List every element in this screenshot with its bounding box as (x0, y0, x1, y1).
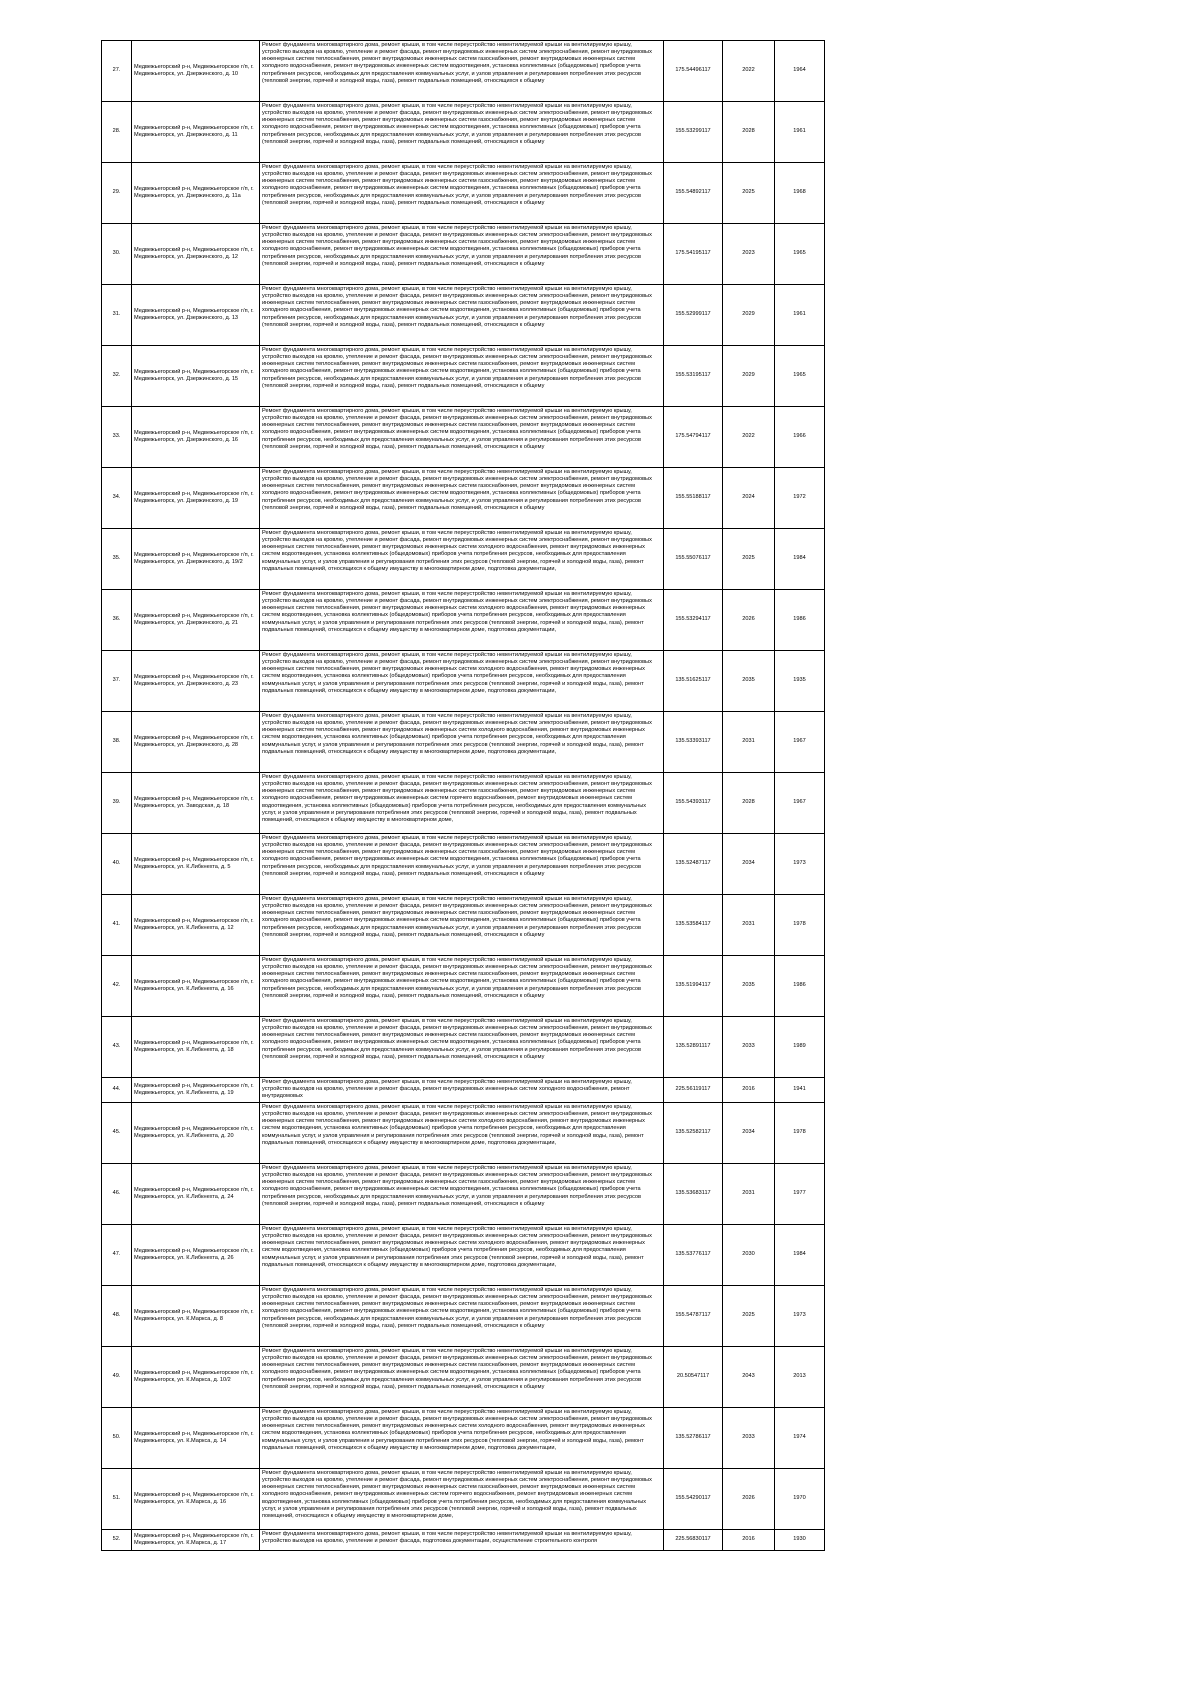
commissioning-year-cell: 1984 (775, 1225, 825, 1286)
table-row (102, 956, 825, 1017)
table-row (102, 1017, 825, 1078)
works-list-cell (260, 468, 664, 529)
repair-cost-cell: 135.51994117 (664, 956, 723, 1017)
repair-cost-cell: 155.54787117 (664, 1286, 723, 1347)
table-body (102, 41, 825, 1551)
table-row (102, 834, 825, 895)
works-list-cell (260, 1078, 664, 1103)
works-list-cell (260, 407, 664, 468)
table-row (102, 224, 825, 285)
table-row (102, 1103, 825, 1164)
works-text: Ремонт фундамента многоквартирного дома, ремонт крыши, в том числе переустройство невентилируемой крыши на вентилируемую крышу, устройство выходов на кровлю, утепление и ремонт фасада, ремонт внутридомовых инженерных систем электроснабжения, ремонт внутридомовых инженерных систем теплоснабжения, ремонт внутридомовых инженерных систем газоснабжения, ремонт внутридомовых инженерных систем холодного водоснабжения, ремонт внутридомовых инженерных систем водоотведения, установка коллективных (общедомовых) приборов учета потребления ресурсов, необходимых для предоставления коммунальных услуг, и узлов управления и регулирования потребления этих ресурсов (тепловой энергии, горячей и холодной воды, газа), ремонт подвальных помещений, относящихся к общему (262, 408, 652, 450)
address-cell: Медвежьегорский р-н, Медвежьегорское г/п, г. Медвежьегорск, ул. К.Либкнехта, д. 12 (132, 895, 260, 956)
commissioning-year-cell: 1965 (775, 346, 825, 407)
commissioning-year-cell: 1961 (775, 102, 825, 163)
address-cell: Медвежьегорский р-н, Медвежьегорское г/п, г. Медвежьегорск, ул. К.Маркса, д. 14 (132, 1408, 260, 1469)
commissioning-year-cell: 1978 (775, 1103, 825, 1164)
address-cell: Медвежьегорский р-н, Медвежьегорское г/п, г. Медвежьегорск, ул. Дзержинского, д. 23 (132, 651, 260, 712)
planned-year-cell: 2025 (723, 1286, 775, 1347)
works-text: Ремонт фундамента многоквартирного дома, ремонт крыши, в том числе переустройство невентилируемой крыши на вентилируемую крышу, устройство выходов на кровлю, утепление и ремонт фасада, ремонт внутридомовых инженерных систем электроснабжения, ремонт внутридомовых инженерных систем теплоснабжения, ремонт внутридомовых инженерных систем газоснабжения, ремонт внутридомовых инженерных систем холодного водоснабжения, ремонт внутридомовых инженерных систем водоотведения, установка коллективных (общедомовых) приборов учета потребления ресурсов, необходимых для предоставления коммунальных услуг, и узлов управления и регулирования потребления этих ресурсов (тепловой энергии, горячей и холодной воды, газа), ремонт подвальных помещений, относящихся к общему (262, 957, 652, 999)
works-list-cell (260, 102, 664, 163)
works-text: Ремонт фундамента многоквартирного дома, ремонт крыши, в том числе переустройство невентилируемой крыши на вентилируемую крышу, устройство выходов на кровлю, утепление и ремонт фасада, ремонт внутридомовых инженерных систем электроснабжения, ремонт внутридомовых инженерных систем теплоснабжения, ремонт внутридомовых инженерных систем газоснабжения, ремонт внутридомовых инженерных систем холодного водоснабжения, ремонт внутридомовых инженерных систем водоотведения, установка коллективных (общедомовых) приборов учета потребления ресурсов, необходимых для предоставления коммунальных услуг, и узлов управления и регулирования потребления этих ресурсов (тепловой энергии, горячей и холодной воды, газа), ремонт подвальных помещений, относящихся к общему (262, 1348, 652, 1390)
repair-cost-cell: 155.53294117 (664, 590, 723, 651)
table-row (102, 285, 825, 346)
row-number: 41. (102, 895, 132, 956)
repair-cost-cell: 155.54393117 (664, 773, 723, 834)
works-text: Ремонт фундамента многоквартирного дома, ремонт крыши, в том числе переустройство невентилируемой крыши на вентилируемую крышу, устройство выходов на кровлю, утепление и ремонт фасада, ремонт внутридомовых инженерных систем электроснабжения, ремонт внутридомовых инженерных систем теплоснабжения, ремонт внутридомовых инженерных систем газоснабжения, ремонт внутридомовых инженерных систем холодного водоснабжения, ремонт внутридомовых инженерных систем водоотведения, установка коллективных (общедомовых) приборов учета потребления ресурсов, необходимых для предоставления коммунальных услуг, и узлов управления и регулирования потребления этих ресурсов (тепловой энергии, горячей и холодной воды, газа), ремонт подвальных помещений, относящихся к общему (262, 835, 652, 877)
works-list-cell (260, 1530, 664, 1551)
address-cell: Медвежьегорский р-н, Медвежьегорское г/п, г. Медвежьегорск, ул. Дзержинского, д. 15 (132, 346, 260, 407)
repair-cost-cell: 135.52891117 (664, 1017, 723, 1078)
table-row (102, 1078, 825, 1103)
commissioning-year-cell: 2013 (775, 1347, 825, 1408)
address-cell: Медвежьегорский р-н, Медвежьегорское г/п, г. Медвежьегорск, ул. Дзержинского, д. 13 (132, 285, 260, 346)
commissioning-year-cell: 1967 (775, 712, 825, 773)
table-row (102, 1469, 825, 1530)
row-number: 36. (102, 590, 132, 651)
row-number: 28. (102, 102, 132, 163)
planned-year-cell: 2035 (723, 651, 775, 712)
row-number: 30. (102, 224, 132, 285)
commissioning-year-cell: 1986 (775, 590, 825, 651)
works-list-cell (260, 895, 664, 956)
planned-year-cell: 2034 (723, 834, 775, 895)
planned-year-cell: 2016 (723, 1078, 775, 1103)
address-cell: Медвежьегорский р-н, Медвежьегорское г/п, г. Медвежьегорск, ул. К.Либкнехта, д. 24 (132, 1164, 260, 1225)
repair-cost-cell: 135.53776117 (664, 1225, 723, 1286)
repair-cost-cell: 135.53584117 (664, 895, 723, 956)
works-text: Ремонт фундамента многоквартирного дома, ремонт крыши, в том числе переустройство невентилируемой крыши на вентилируемую крышу, устройство выходов на кровлю, утепление и ремонт фасада, ремонт внутридомовых инженерных систем электроснабжения, ремонт внутридомовых инженерных систем теплоснабжения, ремонт внутридомовых инженерных систем газоснабжения, ремонт внутридомовых инженерных систем холодного водоснабжения, ремонт внутридомовых инженерных систем водоотведения, установка коллективных (общедомовых) приборов учета потребления ресурсов, необходимых для предоставления коммунальных услуг, и узлов управления и регулирования потребления этих ресурсов (тепловой энергии, горячей и холодной воды, газа), ремонт подвальных помещений, относящихся к общему (262, 42, 652, 84)
address-cell: Медвежьегорский р-н, Медвежьегорское г/п, г. Медвежьегорск, ул. К.Либкнехта, д. 18 (132, 1017, 260, 1078)
table-row (102, 407, 825, 468)
works-list-cell (260, 1286, 664, 1347)
address-cell: Медвежьегорский р-н, Медвежьегорское г/п, г. Медвежьегорск, ул. К.Маркса, д. 16 (132, 1469, 260, 1530)
commissioning-year-cell: 1973 (775, 834, 825, 895)
planned-year-cell: 2026 (723, 1469, 775, 1530)
planned-year-cell: 2033 (723, 1017, 775, 1078)
planned-year-cell: 2024 (723, 468, 775, 529)
repair-cost-cell: 135.53683117 (664, 1164, 723, 1225)
works-text: Ремонт фундамента многоквартирного дома, ремонт крыши, в том числе переустройство невентилируемой крыши на вентилируемую крышу, устройство выходов на кровлю, утепление и ремонт фасада, ремонт внутридомовых инженерных систем электроснабжения, ремонт внутридомовых инженерных систем теплоснабжения, ремонт внутридомовых инженерных систем газоснабжения, ремонт внутридомовых инженерных систем холодного водоснабжения, ремонт внутридомовых инженерных систем горячего водоснабжения, ремонт внутридомовых инженерных систем водоотведения, установка коллективных (общедомовых) приборов учета потребления ресурсов, необходимых для предоставления коммунальных услуг, и узлов управления и регулирования потребления этих ресурсов (тепловой энергии, горячей и холодной воды, газа), ремонт подвальных помещений, относящихся к общему имуществу в многоквартирном доме, (262, 1470, 652, 1519)
repair-cost-cell: 135.51625117 (664, 651, 723, 712)
row-number: 29. (102, 163, 132, 224)
table-row (102, 1530, 825, 1551)
commissioning-year-cell: 1935 (775, 651, 825, 712)
repair-cost-cell: 20.50547117 (664, 1347, 723, 1408)
planned-year-cell: 2030 (723, 1225, 775, 1286)
repair-cost-cell: 155.53299117 (664, 102, 723, 163)
commissioning-year-cell: 1965 (775, 224, 825, 285)
commissioning-year-cell: 1964 (775, 41, 825, 102)
commissioning-year-cell: 1977 (775, 1164, 825, 1225)
works-text: Ремонт фундамента многоквартирного дома, ремонт крыши, в том числе переустройство невентилируемой крыши на вентилируемую крышу, устройство выходов на кровлю, утепление и ремонт фасада, ремонт внутридомовых инженерных систем электроснабжения, ремонт внутридомовых инженерных систем теплоснабжения, ремонт внутридомовых инженерных систем холодного водоснабжения, ремонт внутридомовых инженерных систем водоотведения, установка коллективных (общедомовых) приборов учета потребления ресурсов, необходимых для предоставления коммунальных услуг, и узлов управления и регулирования потребления этих ресурсов (тепловой энергии, горячей и холодной воды, газа), ремонт подвальных помещений, относящихся к общему имуществу в многоквартирном доме, подготовка документации, (262, 591, 652, 633)
planned-year-cell: 2043 (723, 1347, 775, 1408)
works-list-cell (260, 1225, 664, 1286)
works-list-cell (260, 712, 664, 773)
repair-cost-cell: 135.52487117 (664, 834, 723, 895)
commissioning-year-cell: 1961 (775, 285, 825, 346)
commissioning-year-cell: 1972 (775, 468, 825, 529)
address-cell: Медвежьегорский р-н, Медвежьегорское г/п, г. Медвежьегорск, ул. К.Либкнехта, д. 20 (132, 1103, 260, 1164)
repair-cost-cell: 175.54195117 (664, 224, 723, 285)
works-text: Ремонт фундамента многоквартирного дома, ремонт крыши, в том числе переустройство невентилируемой крыши на вентилируемую крышу, устройство выходов на кровлю, утепление и ремонт фасада, ремонт внутридомовых инженерных систем электроснабжения, ремонт внутридомовых инженерных систем теплоснабжения, ремонт внутридомовых инженерных систем газоснабжения, ремонт внутридомовых инженерных систем холодного водоснабжения, ремонт внутридомовых инженерных систем водоотведения, установка коллективных (общедомовых) приборов учета потребления ресурсов, необходимых для предоставления коммунальных услуг, и узлов управления и регулирования потребления этих ресурсов (тепловой энергии, горячей и холодной воды, газа), ремонт подвальных помещений, относящихся к общему (262, 347, 652, 389)
address-cell: Медвежьегорский р-н, Медвежьегорское г/п, г. Медвежьегорск, ул. К.Либкнехта, д. 5 (132, 834, 260, 895)
planned-year-cell: 2034 (723, 1103, 775, 1164)
address-cell: Медвежьегорский р-н, Медвежьегорское г/п, г. Медвежьегорск, ул. Дзержинского, д. 19/2 (132, 529, 260, 590)
address-cell: Медвежьегорский р-н, Медвежьегорское г/п, г. Медвежьегорск, ул. Дзержинского, д. 21 (132, 590, 260, 651)
table-row (102, 102, 825, 163)
works-text: Ремонт фундамента многоквартирного дома, ремонт крыши, в том числе переустройство невентилируемой крыши на вентилируемую крышу, устройство выходов на кровлю, утепление и ремонт фасада, ремонт внутридомовых инженерных систем электроснабжения, ремонт внутридомовых инженерных систем теплоснабжения, ремонт внутридомовых инженерных систем газоснабжения, ремонт внутридомовых инженерных систем холодного водоснабжения, ремонт внутридомовых инженерных систем водоотведения, установка коллективных (общедомовых) приборов учета потребления ресурсов, необходимых для предоставления коммунальных услуг, и узлов управления и регулирования потребления этих ресурсов (тепловой энергии, горячей и холодной воды, газа), ремонт подвальных помещений, относящихся к общему (262, 896, 652, 938)
repair-cost-cell: 155.53195117 (664, 346, 723, 407)
planned-year-cell: 2028 (723, 102, 775, 163)
commissioning-year-cell: 1989 (775, 1017, 825, 1078)
row-number: 38. (102, 712, 132, 773)
row-number: 49. (102, 1347, 132, 1408)
address-cell: Медвежьегорский р-н, Медвежьегорское г/п, г. Медвежьегорск, ул. Дзержинского, д. 28 (132, 712, 260, 773)
table-row (102, 346, 825, 407)
row-number: 39. (102, 773, 132, 834)
repair-cost-cell: 225.56119117 (664, 1078, 723, 1103)
works-text: Ремонт фундамента многоквартирного дома, ремонт крыши, в том числе переустройство невентилируемой крыши на вентилируемую крышу, устройство выходов на кровлю, утепление и ремонт фасада, ремонт внутридомовых инженерных систем электроснабжения, ремонт внутридомовых инженерных систем теплоснабжения, ремонт внутридомовых инженерных систем газоснабжения, ремонт внутридомовых инженерных систем холодного водоснабжения, ремонт внутридомовых инженерных систем водоотведения, установка коллективных (общедомовых) приборов учета потребления ресурсов, необходимых для предоставления коммунальных услуг, и узлов управления и регулирования потребления этих ресурсов (тепловой энергии, горячей и холодной воды, газа), ремонт подвальных помещений, относящихся к общему (262, 103, 652, 145)
row-number: 34. (102, 468, 132, 529)
planned-year-cell: 2029 (723, 285, 775, 346)
table-row (102, 651, 825, 712)
works-list-cell (260, 1017, 664, 1078)
works-text: Ремонт фундамента многоквартирного дома, ремонт крыши, в том числе переустройство невентилируемой крыши на вентилируемую крышу, устройство выходов на кровлю, утепление и ремонт фасада, ремонт внутридомовых инженерных систем электроснабжения, ремонт внутридомовых инженерных систем теплоснабжения, ремонт внутридомовых инженерных систем газоснабжения, ремонт внутридомовых инженерных систем холодного водоснабжения, ремонт внутридомовых инженерных систем водоотведения, установка коллективных (общедомовых) приборов учета потребления ресурсов, необходимых для предоставления коммунальных услуг, и узлов управления и регулирования потребления этих ресурсов (тепловой энергии, горячей и холодной воды, газа), ремонт подвальных помещений, относящихся к общему (262, 225, 652, 267)
commissioning-year-cell: 1966 (775, 407, 825, 468)
repair-cost-cell: 135.52786117 (664, 1408, 723, 1469)
works-list-cell (260, 773, 664, 834)
repair-cost-cell: 135.52582117 (664, 1103, 723, 1164)
planned-year-cell: 2031 (723, 895, 775, 956)
address-cell: Медвежьегорский р-н, Медвежьегорское г/п, г. Медвежьегорск, ул. К.Либкнехта, д. 19 (132, 1078, 260, 1103)
works-list-cell (260, 224, 664, 285)
row-number: 43. (102, 1017, 132, 1078)
row-number: 35. (102, 529, 132, 590)
row-number: 37. (102, 651, 132, 712)
planned-year-cell: 2025 (723, 529, 775, 590)
commissioning-year-cell: 1930 (775, 1530, 825, 1551)
works-text: Ремонт фундамента многоквартирного дома, ремонт крыши, в том числе переустройство невентилируемой крыши на вентилируемую крышу, устройство выходов на кровлю, утепление и ремонт фасада, ремонт внутридомовых инженерных систем электроснабжения, ремонт внутридомовых инженерных систем теплоснабжения, ремонт внутридомовых инженерных систем газоснабжения, ремонт внутридомовых инженерных систем холодного водоснабжения, ремонт внутридомовых инженерных систем водоотведения, установка коллективных (общедомовых) приборов учета потребления ресурсов, необходимых для предоставления коммунальных услуг, и узлов управления и регулирования потребления этих ресурсов (тепловой энергии, горячей и холодной воды, газа), ремонт подвальных помещений, относящихся к общему (262, 1287, 652, 1329)
planned-year-cell: 2035 (723, 956, 775, 1017)
commissioning-year-cell: 1984 (775, 529, 825, 590)
address-cell: Медвежьегорский р-н, Медвежьегорское г/п, г. Медвежьегорск, ул. К.Маркса, д. 17 (132, 1530, 260, 1551)
row-number: 27. (102, 41, 132, 102)
works-text: Ремонт фундамента многоквартирного дома, ремонт крыши, в том числе переустройство невентилируемой крыши на вентилируемую крышу, устройство выходов на кровлю, утепление и ремонт фасада, ремонт внутридомовых инженерных систем электроснабжения, ремонт внутридомовых инженерных систем теплоснабжения, ремонт внутридомовых инженерных систем холодного водоснабжения, ремонт внутридомовых инженерных систем водоотведения, установка коллективных (общедомовых) приборов учета потребления ресурсов, необходимых для предоставления коммунальных услуг, и узлов управления и регулирования потребления этих ресурсов (тепловой энергии, горячей и холодной воды, газа), ремонт подвальных помещений, относящихся к общему имуществу в многоквартирном доме, подготовка документации, (262, 1226, 652, 1268)
planned-year-cell: 2016 (723, 1530, 775, 1551)
repair-cost-cell: 135.53393117 (664, 712, 723, 773)
row-number: 51. (102, 1469, 132, 1530)
works-list-cell (260, 346, 664, 407)
row-number: 32. (102, 346, 132, 407)
planned-year-cell: 2026 (723, 590, 775, 651)
row-number: 45. (102, 1103, 132, 1164)
address-cell: Медвежьегорский р-н, Медвежьегорское г/п, г. Медвежьегорск, ул. Дзержинского, д. 16 (132, 407, 260, 468)
table-row (102, 773, 825, 834)
table-row (102, 1225, 825, 1286)
planned-year-cell: 2023 (723, 224, 775, 285)
works-text: Ремонт фундамента многоквартирного дома, ремонт крыши, в том числе переустройство невентилируемой крыши на вентилируемую крышу, устройство выходов на кровлю, утепление и ремонт фасада, ремонт внутридомовых инженерных систем электроснабжения, ремонт внутридомовых инженерных систем теплоснабжения, ремонт внутридомовых инженерных систем газоснабжения, ремонт внутридомовых инженерных систем холодного водоснабжения, ремонт внутридомовых инженерных систем горячего водоснабжения, ремонт внутридомовых инженерных систем водоотведения, установка коллективных (общедомовых) приборов учета потребления ресурсов, необходимых для предоставления коммунальных услуг, и узлов управления и регулирования потребления этих ресурсов (тепловой энергии, горячей и холодной воды, газа), ремонт подвальных помещений, относящихся к общему имуществу в многоквартирном доме, (262, 774, 652, 823)
address-cell: Медвежьегорский р-н, Медвежьегорское г/п, г. Медвежьегорск, ул. К.Маркса, д. 10/2 (132, 1347, 260, 1408)
address-cell: Медвежьегорский р-н, Медвежьегорское г/п, г. Медвежьегорск, ул. К.Либкнехта, д. 16 (132, 956, 260, 1017)
address-cell: Медвежьегорский р-н, Медвежьегорское г/п, г. Медвежьегорск, ул. Дзержинского, д. 11 (132, 102, 260, 163)
works-text: Ремонт фундамента многоквартирного дома, ремонт крыши, в том числе переустройство невентилируемой крыши на вентилируемую крышу, устройство выходов на кровлю, утепление и ремонт фасада, ремонт внутридомовых инженерных систем электроснабжения, ремонт внутридомовых инженерных систем теплоснабжения, ремонт внутридомовых инженерных систем холодного водоснабжения, ремонт внутридомовых инженерных систем водоотведения, установка коллективных (общедомовых) приборов учета потребления ресурсов, необходимых для предоставления коммунальных услуг, и узлов управления и регулирования потребления этих ресурсов (тепловой энергии, горячей и холодной воды, газа), ремонт подвальных помещений, относящихся к общему имуществу в многоквартирном доме, подготовка документации, (262, 1104, 652, 1146)
planned-year-cell: 2025 (723, 163, 775, 224)
commissioning-year-cell: 1970 (775, 1469, 825, 1530)
table-row (102, 1347, 825, 1408)
table-row (102, 712, 825, 773)
table-row (102, 590, 825, 651)
row-number: 47. (102, 1225, 132, 1286)
works-list-cell (260, 651, 664, 712)
address-cell: Медвежьегорский р-н, Медвежьегорское г/п, г. Медвежьегорск, ул. К.Либкнехта, д. 26 (132, 1225, 260, 1286)
planned-year-cell: 2031 (723, 712, 775, 773)
table-row (102, 468, 825, 529)
works-text: Ремонт фундамента многоквартирного дома, ремонт крыши, в том числе переустройство невентилируемой крыши на вентилируемую крышу, устройство выходов на кровлю, утепление и ремонт фасада, ремонт внутридомовых инженерных систем холодного водоснабжения, ремонт внутридомовых (262, 1079, 632, 1100)
repair-cost-cell: 155.55188117 (664, 468, 723, 529)
planned-year-cell: 2022 (723, 407, 775, 468)
table-row (102, 1286, 825, 1347)
works-text: Ремонт фундамента многоквартирного дома, ремонт крыши, в том числе переустройство невентилируемой крыши на вентилируемую крышу, устройство выходов на кровлю, утепление и ремонт фасада, ремонт внутридомовых инженерных систем электроснабжения, ремонт внутридомовых инженерных систем теплоснабжения, ремонт внутридомовых инженерных систем холодного водоснабжения, ремонт внутридомовых инженерных систем водоотведения, установка коллективных (общедомовых) приборов учета потребления ресурсов, необходимых для предоставления коммунальных услуг, и узлов управления и регулирования потребления этих ресурсов (тепловой энергии, горячей и холодной воды, газа), ремонт подвальных помещений, относящихся к общему имуществу в многоквартирном доме, подготовка документации, (262, 713, 652, 755)
address-cell: Медвежьегорский р-н, Медвежьегорское г/п, г. Медвежьегорск, ул. Дзержинского, д. 11а (132, 163, 260, 224)
works-text: Ремонт фундамента многоквартирного дома, ремонт крыши, в том числе переустройство невентилируемой крыши на вентилируемую крышу, устройство выходов на кровлю, утепление и ремонт фасада, ремонт внутридомовых инженерных систем электроснабжения, ремонт внутридомовых инженерных систем теплоснабжения, ремонт внутридомовых инженерных систем газоснабжения, ремонт внутридомовых инженерных систем холодного водоснабжения, ремонт внутридомовых инженерных систем водоотведения, установка коллективных (общедомовых) приборов учета потребления ресурсов, необходимых для предоставления коммунальных услуг, и узлов управления и регулирования потребления этих ресурсов (тепловой энергии, горячей и холодной воды, газа), ремонт подвальных помещений, относящихся к общему (262, 286, 652, 328)
row-number: 48. (102, 1286, 132, 1347)
works-text: Ремонт фундамента многоквартирного дома, ремонт крыши, в том числе переустройство невентилируемой крыши на вентилируемую крышу, устройство выходов на кровлю, утепление и ремонт фасада, подготовка документации, осуществление строительного контроля (262, 1531, 632, 1545)
works-list-cell (260, 1469, 664, 1530)
repair-cost-cell: 155.55076117 (664, 529, 723, 590)
address-cell: Медвежьегорский р-н, Медвежьегорское г/п, г. Медвежьегорск, ул. Дзержинского, д. 12 (132, 224, 260, 285)
works-list-cell (260, 590, 664, 651)
works-list-cell (260, 1103, 664, 1164)
commissioning-year-cell: 1973 (775, 1286, 825, 1347)
address-cell: Медвежьегорский р-н, Медвежьегорское г/п, г. Медвежьегорск, ул. К.Маркса, д. 8 (132, 1286, 260, 1347)
address-cell: Медвежьегорский р-н, Медвежьегорское г/п, г. Медвежьегорск, ул. Дзержинского, д. 19 (132, 468, 260, 529)
planned-year-cell: 2033 (723, 1408, 775, 1469)
planned-year-cell: 2022 (723, 41, 775, 102)
commissioning-year-cell: 1974 (775, 1408, 825, 1469)
works-text: Ремонт фундамента многоквартирного дома, ремонт крыши, в том числе переустройство невентилируемой крыши на вентилируемую крышу, устройство выходов на кровлю, утепление и ремонт фасада, ремонт внутридомовых инженерных систем электроснабжения, ремонт внутридомовых инженерных систем теплоснабжения, ремонт внутридомовых инженерных систем холодного водоснабжения, ремонт внутридомовых инженерных систем водоотведения, установка коллективных (общедомовых) приборов учета потребления ресурсов, необходимых для предоставления коммунальных услуг, и узлов управления и регулирования потребления этих ресурсов (тепловой энергии, горячей и холодной воды, газа), ремонт подвальных помещений, относящихся к общему имуществу в многоквартирном доме, подготовка документации, (262, 1409, 652, 1451)
works-text: Ремонт фундамента многоквартирного дома, ремонт крыши, в том числе переустройство невентилируемой крыши на вентилируемую крышу, устройство выходов на кровлю, утепление и ремонт фасада, ремонт внутридомовых инженерных систем электроснабжения, ремонт внутридомовых инженерных систем теплоснабжения, ремонт внутридомовых инженерных систем газоснабжения, ремонт внутридомовых инженерных систем холодного водоснабжения, ремонт внутридомовых инженерных систем водоотведения, установка коллективных (общедомовых) приборов учета потребления ресурсов, необходимых для предоставления коммунальных услуг, и узлов управления и регулирования потребления этих ресурсов (тепловой энергии, горячей и холодной воды, газа), ремонт подвальных помещений, относящихся к общему (262, 1018, 652, 1060)
address-cell: Медвежьегорский р-н, Медвежьегорское г/п, г. Медвежьегорск, ул. Дзержинского, д. 10 (132, 41, 260, 102)
capital-repair-table (101, 40, 825, 1551)
planned-year-cell: 2029 (723, 346, 775, 407)
commissioning-year-cell: 1967 (775, 773, 825, 834)
row-number: 42. (102, 956, 132, 1017)
row-number: 50. (102, 1408, 132, 1469)
row-number: 40. (102, 834, 132, 895)
works-list-cell (260, 1408, 664, 1469)
table-row (102, 895, 825, 956)
row-number: 44. (102, 1078, 132, 1103)
table-row (102, 1164, 825, 1225)
row-number: 52. (102, 1530, 132, 1551)
works-list-cell (260, 834, 664, 895)
table-row (102, 1408, 825, 1469)
repair-cost-cell: 155.52999117 (664, 285, 723, 346)
works-list-cell (260, 956, 664, 1017)
row-number: 46. (102, 1164, 132, 1225)
repair-cost-cell: 155.54290117 (664, 1469, 723, 1530)
works-list-cell (260, 1164, 664, 1225)
commissioning-year-cell: 1986 (775, 956, 825, 1017)
repair-cost-cell: 175.54496117 (664, 41, 723, 102)
commissioning-year-cell: 1978 (775, 895, 825, 956)
repair-cost-cell: 225.56830117 (664, 1530, 723, 1551)
works-list-cell (260, 529, 664, 590)
works-list-cell (260, 1347, 664, 1408)
works-text: Ремонт фундамента многоквартирного дома, ремонт крыши, в том числе переустройство невентилируемой крыши на вентилируемую крышу, устройство выходов на кровлю, утепление и ремонт фасада, ремонт внутридомовых инженерных систем электроснабжения, ремонт внутридомовых инженерных систем теплоснабжения, ремонт внутридомовых инженерных систем газоснабжения, ремонт внутридомовых инженерных систем холодного водоснабжения, ремонт внутридомовых инженерных систем водоотведения, установка коллективных (общедомовых) приборов учета потребления ресурсов, необходимых для предоставления коммунальных услуг, и узлов управления и регулирования потребления этих ресурсов (тепловой энергии, горячей и холодной воды, газа), ремонт подвальных помещений, относящихся к общему (262, 469, 652, 511)
repair-cost-cell: 175.54794117 (664, 407, 723, 468)
works-text: Ремонт фундамента многоквартирного дома, ремонт крыши, в том числе переустройство невентилируемой крыши на вентилируемую крышу, устройство выходов на кровлю, утепление и ремонт фасада, ремонт внутридомовых инженерных систем электроснабжения, ремонт внутридомовых инженерных систем теплоснабжения, ремонт внутридомовых инженерных систем холодного водоснабжения, ремонт внутридомовых инженерных систем водоотведения, установка коллективных (общедомовых) приборов учета потребления ресурсов, необходимых для предоставления коммунальных услуг, и узлов управления и регулирования потребления этих ресурсов (тепловой энергии, горячей и холодной воды, газа), ремонт подвальных помещений, относящихся к общему имуществу в многоквартирном доме, подготовка документации, (262, 652, 652, 694)
works-text: Ремонт фундамента многоквартирного дома, ремонт крыши, в том числе переустройство невентилируемой крыши на вентилируемую крышу, устройство выходов на кровлю, утепление и ремонт фасада, ремонт внутридомовых инженерных систем электроснабжения, ремонт внутридомовых инженерных систем теплоснабжения, ремонт внутридомовых инженерных систем газоснабжения, ремонт внутридомовых инженерных систем холодного водоснабжения, ремонт внутридомовых инженерных систем водоотведения, установка коллективных (общедомовых) приборов учета потребления ресурсов, необходимых для предоставления коммунальных услуг, и узлов управления и регулирования потребления этих ресурсов (тепловой энергии, горячей и холодной воды, газа), ремонт подвальных помещений, относящихся к общему (262, 164, 652, 206)
works-list-cell (260, 163, 664, 224)
row-number: 31. (102, 285, 132, 346)
row-number: 33. (102, 407, 132, 468)
works-text: Ремонт фундамента многоквартирного дома, ремонт крыши, в том числе переустройство невентилируемой крыши на вентилируемую крышу, устройство выходов на кровлю, утепление и ремонт фасада, ремонт внутридомовых инженерных систем электроснабжения, ремонт внутридомовых инженерных систем теплоснабжения, ремонт внутридомовых инженерных систем газоснабжения, ремонт внутридомовых инженерных систем холодного водоснабжения, ремонт внутридомовых инженерных систем водоотведения, установка коллективных (общедомовых) приборов учета потребления ресурсов, необходимых для предоставления коммунальных услуг, и узлов управления и регулирования потребления этих ресурсов (тепловой энергии, горячей и холодной воды, газа), ремонт подвальных помещений, относящихся к общему (262, 1165, 652, 1207)
works-list-cell (260, 41, 664, 102)
table-row (102, 163, 825, 224)
planned-year-cell: 2028 (723, 773, 775, 834)
table-row (102, 529, 825, 590)
repair-cost-cell: 155.54892117 (664, 163, 723, 224)
commissioning-year-cell: 1941 (775, 1078, 825, 1103)
address-cell: Медвежьегорский р-н, Медвежьегорское г/п, г. Медвежьегорск, ул. Заводская, д. 18 (132, 773, 260, 834)
commissioning-year-cell: 1968 (775, 163, 825, 224)
works-list-cell (260, 285, 664, 346)
works-text: Ремонт фундамента многоквартирного дома, ремонт крыши, в том числе переустройство невентилируемой крыши на вентилируемую крышу, устройство выходов на кровлю, утепление и ремонт фасада, ремонт внутридомовых инженерных систем электроснабжения, ремонт внутридомовых инженерных систем теплоснабжения, ремонт внутридомовых инженерных систем холодного водоснабжения, ремонт внутридомовых инженерных систем водоотведения, установка коллективных (общедомовых) приборов учета потребления ресурсов, необходимых для предоставления коммунальных услуг, и узлов управления и регулирования потребления этих ресурсов (тепловой энергии, горячей и холодной воды, газа), ремонт подвальных помещений, относящихся к общему имуществу в многоквартирном доме, подготовка документации, (262, 530, 652, 572)
table-row (102, 41, 825, 102)
planned-year-cell: 2031 (723, 1164, 775, 1225)
